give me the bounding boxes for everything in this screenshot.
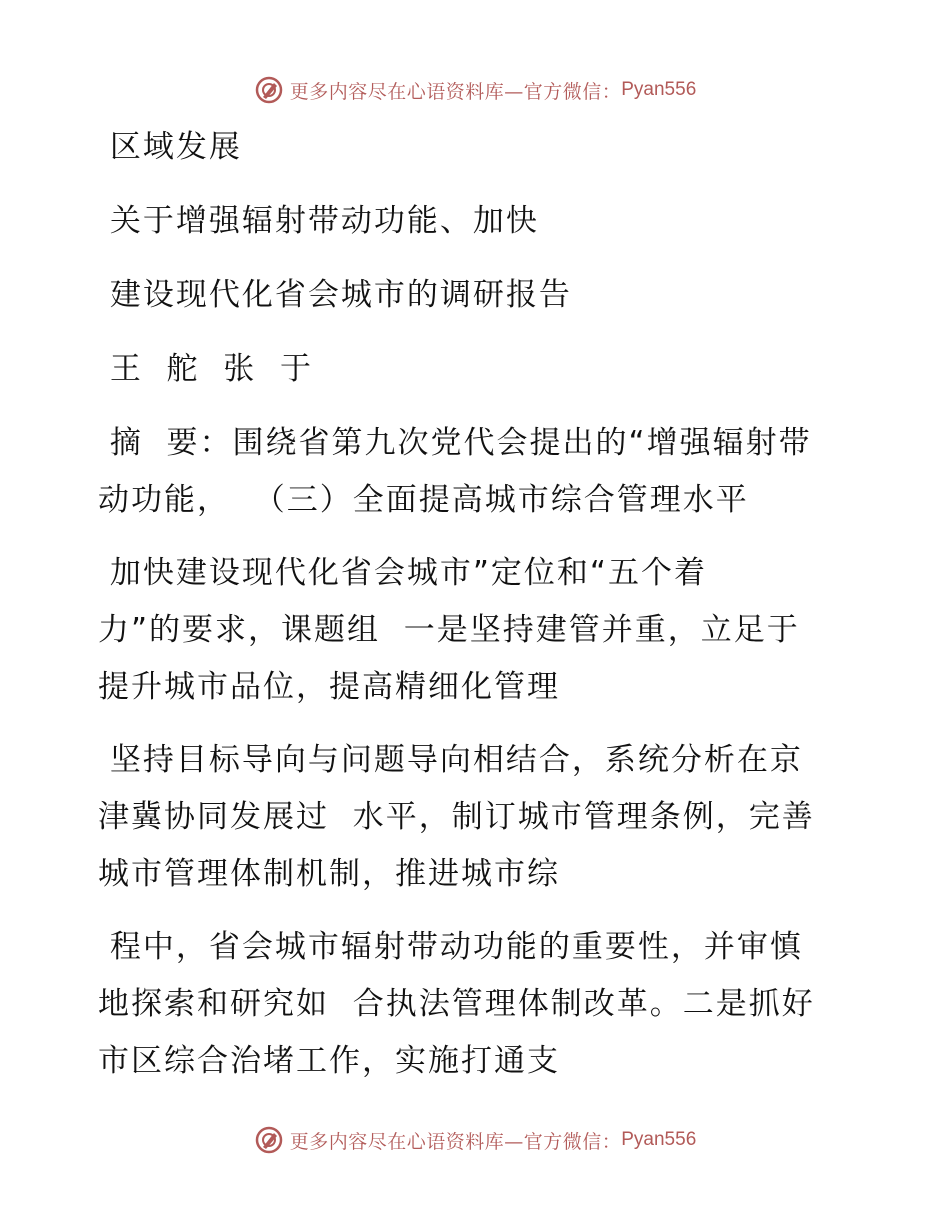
logo-icon xyxy=(254,1125,284,1155)
footer-watermark xyxy=(0,1120,950,1160)
paragraph-line: 力”的要求，课题组 一是坚持建管并重，立足于 xyxy=(98,612,800,648)
logo-icon xyxy=(254,75,284,105)
paragraph-line: 坚持目标导向与问题导向相结合，系统分析在京 xyxy=(98,742,803,778)
paragraph-line: 动功能， （三）全面提高城市综合管理水平 xyxy=(98,482,749,518)
paragraph-line: 城市管理体制机制，推进城市综 xyxy=(98,856,560,892)
watermark-account: Pyan556 xyxy=(621,79,697,100)
watermark-account: Pyan556 xyxy=(621,1129,697,1150)
paragraph-line: 市区综合治堵工作，实施打通支 xyxy=(98,1043,560,1079)
watermark-text: 更多内容尽在心语资料库—官方微信： xyxy=(289,1130,622,1153)
paragraph-line: 津冀协同发展过 水平，制订城市管理条例，完善 xyxy=(98,799,815,835)
document-body xyxy=(98,122,858,1086)
paragraph-line: 程中，省会城市辐射带动功能的重要性，并审慎 xyxy=(98,929,803,965)
title-line-1: 关于增强辐射带动功能、加快 xyxy=(98,203,539,239)
watermark-text: 更多内容尽在心语资料库—官方微信： xyxy=(289,80,622,103)
authors: 王 舵 张 于 xyxy=(98,351,313,387)
paragraph-line: 摘 要：围绕省第九次党代会提出的“增强辐射带 xyxy=(98,425,812,461)
section-heading: 区域发展 xyxy=(98,129,242,165)
paragraph-line: 加快建设现代化省会城市”定位和“五个着 xyxy=(98,555,707,591)
paragraph-line: 地探索和研究如 合执法管理体制改革。二是抓好 xyxy=(98,986,815,1022)
header-watermark xyxy=(0,70,950,110)
paragraph-line: 提升城市品位，提高精细化管理 xyxy=(98,669,560,705)
title-line-2: 建设现代化省会城市的调研报告 xyxy=(98,277,572,313)
